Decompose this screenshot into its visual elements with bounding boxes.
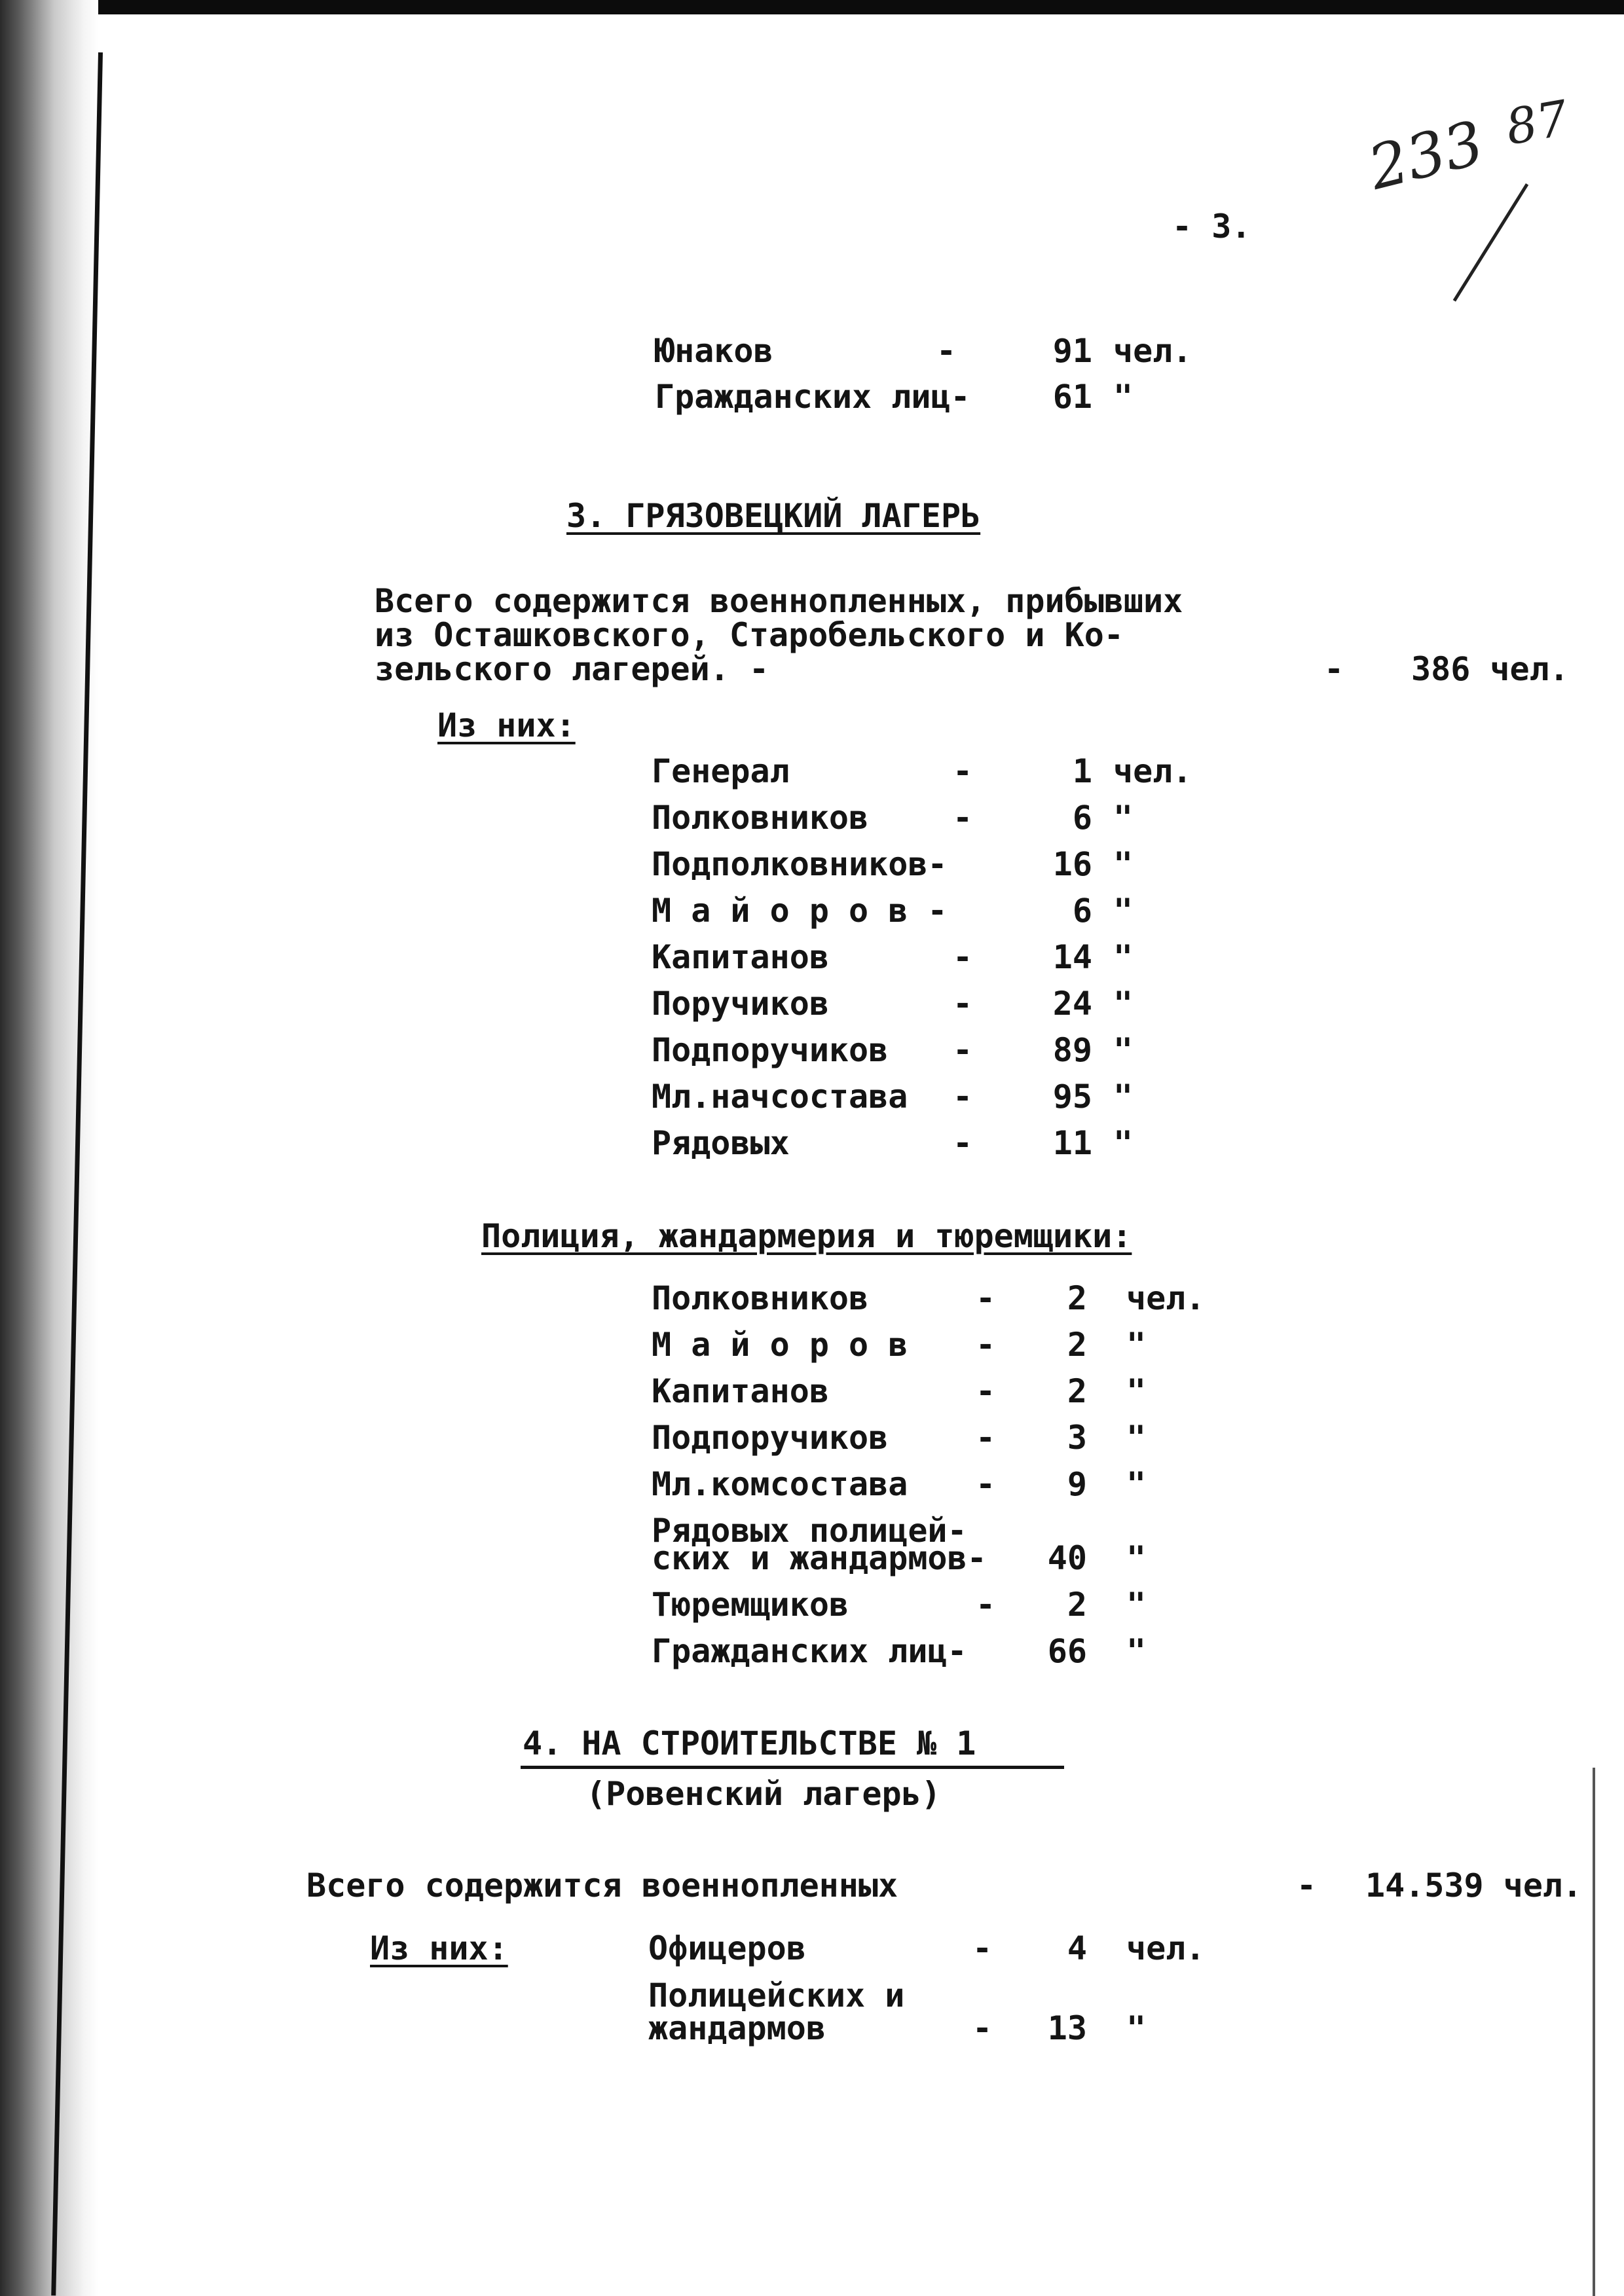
section4-row-dash: - bbox=[972, 2009, 993, 2047]
section3-total: 386 чел. bbox=[1411, 650, 1569, 688]
police-label: Тюремщиков bbox=[652, 1586, 849, 1624]
police-label: Мл.комсостава bbox=[652, 1465, 908, 1503]
carryover-unit: чел. bbox=[1113, 332, 1192, 370]
rank-value: 24 bbox=[1052, 985, 1092, 1023]
rank-unit: чел. bbox=[1113, 752, 1192, 790]
rank-unit: " bbox=[1113, 1078, 1134, 1116]
police-unit: " bbox=[1126, 1372, 1147, 1410]
police-dash: - bbox=[976, 1586, 996, 1624]
police-unit: " bbox=[1126, 1419, 1147, 1457]
rank-dash: - bbox=[953, 1078, 973, 1116]
rank-value: 1 bbox=[1072, 752, 1092, 790]
section4-row-unit: чел. bbox=[1126, 1929, 1206, 1967]
police-unit: " bbox=[1126, 1632, 1147, 1670]
carryover-label: Гражданских лиц- bbox=[655, 378, 970, 416]
police-value: 66 bbox=[1047, 1632, 1087, 1670]
police-value: 2 bbox=[1067, 1326, 1087, 1364]
section4-row-value: 13 bbox=[1047, 2009, 1087, 2047]
archive-strike-mark bbox=[1453, 183, 1529, 302]
police-value: 2 bbox=[1067, 1279, 1087, 1317]
section3-intro-line: зельского лагерей. - bbox=[375, 650, 769, 688]
police-dash: - bbox=[976, 1372, 996, 1410]
rank-unit: " bbox=[1113, 799, 1134, 837]
page-number: - 3. bbox=[1172, 208, 1251, 246]
rank-label: М а й о р о в - bbox=[652, 892, 948, 930]
rank-value: 95 bbox=[1052, 1078, 1092, 1116]
rank-label: Генерал bbox=[652, 752, 790, 790]
rank-dash: - bbox=[953, 1124, 973, 1162]
rank-dash: - bbox=[953, 938, 973, 976]
section4-row-value: 4 bbox=[1067, 1929, 1087, 1967]
police-unit: " bbox=[1126, 1326, 1147, 1364]
section4-total-dash: - bbox=[1297, 1867, 1317, 1904]
rank-label: Рядовых bbox=[652, 1124, 790, 1162]
rank-dash: - bbox=[953, 1031, 973, 1069]
section4-row-label: Офицеров bbox=[648, 1929, 806, 1967]
rank-value: 16 bbox=[1052, 845, 1092, 883]
police-label: Гражданских лиц- bbox=[652, 1632, 967, 1670]
police-label: Капитанов bbox=[652, 1372, 829, 1410]
section4-row-dash: - bbox=[972, 1929, 993, 1967]
carryover-unit: " bbox=[1113, 378, 1134, 416]
rank-dash: - bbox=[953, 799, 973, 837]
section4-heading-underline bbox=[521, 1766, 1064, 1769]
section4-row-label: Полицейских и bbox=[648, 1977, 905, 2014]
archive-number-secondary: 87 bbox=[1502, 90, 1572, 156]
rank-value: 6 bbox=[1072, 892, 1092, 930]
rank-unit: " bbox=[1113, 938, 1134, 976]
scan-top-border bbox=[0, 0, 1624, 14]
police-unit: чел. bbox=[1126, 1279, 1206, 1317]
section3-intro-line: из Осташковского, Старобельского и Ко- bbox=[375, 616, 1124, 654]
rank-value: 6 bbox=[1072, 799, 1092, 837]
archive-number-main: 233 bbox=[1361, 107, 1490, 204]
carryover-value: 91 bbox=[1052, 332, 1092, 370]
police-unit: " bbox=[1126, 1465, 1147, 1503]
section3-of-them-label: Из них: bbox=[437, 706, 576, 744]
section4-subheading: (Ровенский лагерь) bbox=[586, 1775, 941, 1813]
section4-total-label: Всего содержится военнопленных bbox=[306, 1867, 898, 1904]
carryover-value: 61 bbox=[1052, 378, 1092, 416]
rank-value: 89 bbox=[1052, 1031, 1092, 1069]
rank-unit: " bbox=[1113, 985, 1134, 1023]
rank-unit: " bbox=[1113, 1124, 1134, 1162]
carryover-dash: - bbox=[936, 332, 957, 370]
police-label: ских и жандармов- bbox=[652, 1539, 987, 1577]
rank-unit: " bbox=[1113, 892, 1134, 930]
police-dash: - bbox=[976, 1326, 996, 1364]
section3-intro-line: Всего содержится военнопленных, прибывших bbox=[375, 582, 1183, 620]
section4-heading: 4. НА СТРОИТЕЛЬСТВЕ № 1 bbox=[523, 1724, 976, 1762]
police-dash: - bbox=[976, 1465, 996, 1503]
police-dash: - bbox=[976, 1419, 996, 1457]
section4-row-label: жандармов bbox=[648, 2009, 826, 2047]
rank-label: Капитанов bbox=[652, 938, 829, 976]
section4-row-unit: " bbox=[1126, 2009, 1147, 2047]
police-unit: " bbox=[1126, 1539, 1147, 1577]
police-value: 40 bbox=[1047, 1539, 1087, 1577]
police-label: Полковников bbox=[652, 1279, 869, 1317]
scan-right-edge-line bbox=[1593, 1768, 1595, 2296]
rank-label: Поручиков bbox=[652, 985, 829, 1023]
rank-label: Подполковников- bbox=[652, 845, 948, 883]
carryover-label: Юнаков bbox=[655, 332, 773, 370]
police-value: 3 bbox=[1067, 1419, 1087, 1457]
rank-value: 14 bbox=[1052, 938, 1092, 976]
rank-dash: - bbox=[953, 752, 973, 790]
police-label: М а й о р о в bbox=[652, 1326, 908, 1364]
section3-total-dash: - bbox=[1324, 650, 1344, 688]
police-label: Рядовых полицей- bbox=[652, 1512, 967, 1550]
rank-label: Подпоручиков bbox=[652, 1031, 889, 1069]
section3-heading: 3. ГРЯЗОВЕЦКИЙ ЛАГЕРЬ bbox=[566, 497, 981, 535]
rank-label: Мл.начсостава bbox=[652, 1078, 908, 1116]
rank-unit: " bbox=[1113, 1031, 1134, 1069]
section4-total: 14.539 чел. bbox=[1365, 1867, 1583, 1904]
rank-unit: " bbox=[1113, 845, 1134, 883]
police-heading: Полиция, жандармерия и тюремщики: bbox=[481, 1217, 1132, 1255]
section4-of-them-label: Из них: bbox=[370, 1929, 508, 1967]
police-dash: - bbox=[976, 1279, 996, 1317]
police-value: 2 bbox=[1067, 1586, 1087, 1624]
police-value: 2 bbox=[1067, 1372, 1087, 1410]
police-label: Подпоручиков bbox=[652, 1419, 889, 1457]
police-unit: " bbox=[1126, 1586, 1147, 1624]
rank-dash: - bbox=[953, 985, 973, 1023]
police-value: 9 bbox=[1067, 1465, 1087, 1503]
rank-label: Полковников bbox=[652, 799, 869, 837]
rank-value: 11 bbox=[1052, 1124, 1092, 1162]
